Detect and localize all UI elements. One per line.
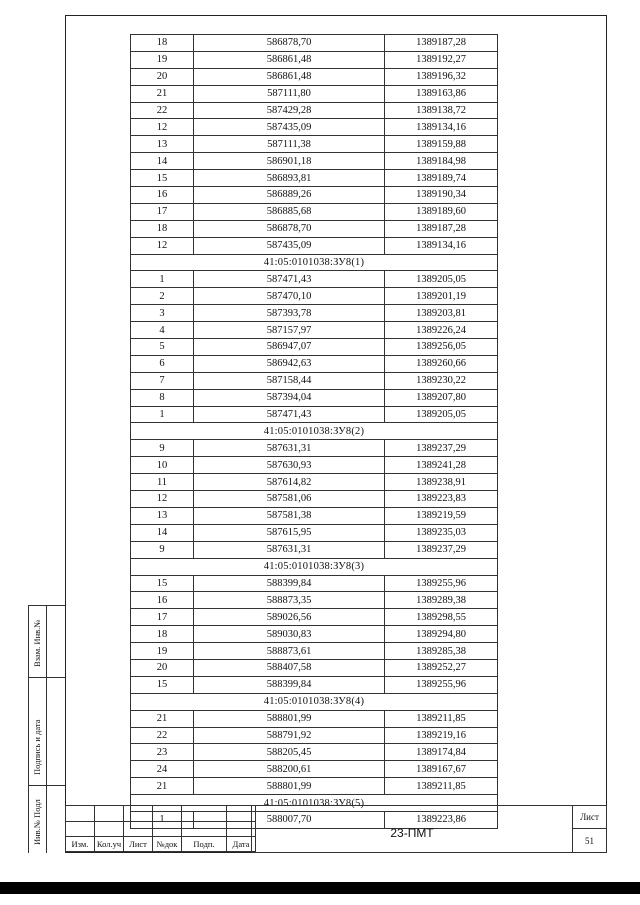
- x-coordinate: 588007,70: [194, 811, 385, 828]
- x-coordinate: 586889,26: [194, 187, 385, 204]
- parcel-id: 41:05:0101038:ЗУ8(5): [131, 795, 498, 812]
- y-coordinate: 1389211,85: [385, 778, 498, 795]
- point-number: 13: [131, 507, 194, 524]
- point-number: 12: [131, 237, 194, 254]
- parcel-id: 41:05:0101038:ЗУ8(2): [131, 423, 498, 440]
- x-coordinate: 587435,09: [194, 119, 385, 136]
- table-row: [131, 727, 498, 744]
- x-coordinate: 588791,92: [194, 727, 385, 744]
- point-number: 18: [131, 626, 194, 643]
- point-number: 14: [131, 524, 194, 541]
- x-coordinate: 588801,99: [194, 778, 385, 795]
- y-coordinate: 1389255,96: [385, 575, 498, 592]
- x-coordinate: 586947,07: [194, 339, 385, 356]
- point-number: 5: [131, 339, 194, 356]
- y-coordinate: 1389207,80: [385, 389, 498, 406]
- table-row: [131, 575, 498, 592]
- x-coordinate: 586878,70: [194, 35, 385, 52]
- side-border: [28, 605, 29, 853]
- x-coordinate: 587471,43: [194, 406, 385, 423]
- y-coordinate: 1389219,59: [385, 507, 498, 524]
- stamp-col-label: Дата: [227, 837, 256, 852]
- x-coordinate: 587158,44: [194, 372, 385, 389]
- section-header-row: [131, 558, 498, 575]
- section-header-row: [131, 254, 498, 271]
- side-stamp: [28, 605, 65, 853]
- y-coordinate: 1389196,32: [385, 68, 498, 85]
- point-number: 10: [131, 457, 194, 474]
- point-number: 12: [131, 119, 194, 136]
- point-number: 14: [131, 153, 194, 170]
- point-number: 23: [131, 744, 194, 761]
- point-number: 9: [131, 541, 194, 558]
- stamp-col-label: Подп.: [182, 837, 227, 852]
- x-coordinate: 587631,31: [194, 541, 385, 558]
- y-coordinate: 1389237,29: [385, 440, 498, 457]
- sheet-cell: [572, 805, 607, 853]
- point-number: 18: [131, 35, 194, 52]
- document-code-cell: [251, 805, 573, 853]
- table-row: [131, 35, 498, 52]
- parcel-id: 41:05:0101038:ЗУ8(1): [131, 254, 498, 271]
- table-row: [131, 541, 498, 558]
- point-number: 15: [131, 676, 194, 693]
- table-row: [131, 659, 498, 676]
- point-number: 19: [131, 51, 194, 68]
- parcel-id: 41:05:0101038:ЗУ8(4): [131, 693, 498, 710]
- point-number: 15: [131, 170, 194, 187]
- table-row: [131, 524, 498, 541]
- y-coordinate: 1389226,24: [385, 322, 498, 339]
- point-number: 16: [131, 187, 194, 204]
- point-number: 7: [131, 372, 194, 389]
- table-row: [131, 372, 498, 389]
- x-coordinate: 587614,82: [194, 474, 385, 491]
- side-cell-mid: [28, 677, 65, 678]
- point-number: 22: [131, 102, 194, 119]
- x-coordinate: 586885,68: [194, 203, 385, 220]
- table-row: [131, 51, 498, 68]
- table-row: [131, 153, 498, 170]
- point-number: 12: [131, 491, 194, 508]
- stamp-col-label: Кол.уч: [95, 837, 124, 852]
- y-coordinate: 1389235,03: [385, 524, 498, 541]
- x-coordinate: 586893,81: [194, 170, 385, 187]
- x-coordinate: 587471,43: [194, 271, 385, 288]
- x-coordinate: 587630,93: [194, 457, 385, 474]
- stamp-col-label: №док: [153, 837, 182, 852]
- point-number: 4: [131, 322, 194, 339]
- table-row: [131, 85, 498, 102]
- table-row: [131, 355, 498, 372]
- table-row: [131, 474, 498, 491]
- point-number: 20: [131, 68, 194, 85]
- table-row: [131, 626, 498, 643]
- x-coordinate: 588399,84: [194, 575, 385, 592]
- x-coordinate: 587157,97: [194, 322, 385, 339]
- table-row: [131, 440, 498, 457]
- point-number: 18: [131, 220, 194, 237]
- table-row: [131, 491, 498, 508]
- point-number: 17: [131, 203, 194, 220]
- x-coordinate: 587393,78: [194, 305, 385, 322]
- x-coordinate: 587581,38: [194, 507, 385, 524]
- title-block: [65, 805, 607, 853]
- section-header-row: [131, 693, 498, 710]
- table-row: [131, 339, 498, 356]
- x-coordinate: 588801,99: [194, 710, 385, 727]
- table-row: [131, 288, 498, 305]
- table-row: [131, 136, 498, 153]
- y-coordinate: 1389223,83: [385, 491, 498, 508]
- table-row: [131, 676, 498, 693]
- x-coordinate: 588399,84: [194, 676, 385, 693]
- table-row: [131, 203, 498, 220]
- y-coordinate: 1389167,67: [385, 761, 498, 778]
- table-row: [131, 220, 498, 237]
- y-coordinate: 1389211,85: [385, 710, 498, 727]
- y-coordinate: 1389134,16: [385, 119, 498, 136]
- point-number: 17: [131, 609, 194, 626]
- x-coordinate: 586901,18: [194, 153, 385, 170]
- point-number: 13: [131, 136, 194, 153]
- y-coordinate: 1389159,88: [385, 136, 498, 153]
- y-coordinate: 1389298,55: [385, 609, 498, 626]
- y-coordinate: 1389189,60: [385, 203, 498, 220]
- y-coordinate: 1389205,05: [385, 406, 498, 423]
- y-coordinate: 1389184,98: [385, 153, 498, 170]
- point-number: 11: [131, 474, 194, 491]
- table-row: [131, 170, 498, 187]
- y-coordinate: 1389289,38: [385, 592, 498, 609]
- y-coordinate: 1389294,80: [385, 626, 498, 643]
- table-row: [131, 187, 498, 204]
- y-coordinate: 1389134,16: [385, 237, 498, 254]
- table-row: [131, 643, 498, 660]
- y-coordinate: 1389238,91: [385, 474, 498, 491]
- x-coordinate: 586878,70: [194, 220, 385, 237]
- y-coordinate: 1389174,84: [385, 744, 498, 761]
- point-number: 21: [131, 710, 194, 727]
- signature-date-label: Подпись и дата: [32, 719, 42, 775]
- y-coordinate: 1389201,19: [385, 288, 498, 305]
- x-coordinate: 587631,31: [194, 440, 385, 457]
- point-number: 1: [131, 811, 194, 828]
- table-row: [131, 761, 498, 778]
- y-coordinate: 1389285,38: [385, 643, 498, 660]
- x-coordinate: 589030,83: [194, 626, 385, 643]
- x-coordinate: 587581,06: [194, 491, 385, 508]
- document-code: 23-ПМТ: [390, 826, 434, 840]
- table-row: [131, 457, 498, 474]
- point-number: 8: [131, 389, 194, 406]
- point-number: 16: [131, 592, 194, 609]
- x-coordinate: 587394,04: [194, 389, 385, 406]
- table-row: [131, 592, 498, 609]
- table-row: [131, 389, 498, 406]
- parcel-id: 41:05:0101038:ЗУ8(3): [131, 558, 498, 575]
- side-divider: [46, 605, 47, 853]
- y-coordinate: 1389138,72: [385, 102, 498, 119]
- table-row: [131, 305, 498, 322]
- table-row: [131, 102, 498, 119]
- y-coordinate: 1389190,34: [385, 187, 498, 204]
- stamp-col-label: Изм.: [66, 837, 95, 852]
- y-coordinate: 1389260,66: [385, 355, 498, 372]
- x-coordinate: 587111,38: [194, 136, 385, 153]
- x-coordinate: 588407,58: [194, 659, 385, 676]
- point-number: 22: [131, 727, 194, 744]
- table-row: [131, 778, 498, 795]
- x-coordinate: 588873,61: [194, 643, 385, 660]
- y-coordinate: 1389163,86: [385, 85, 498, 102]
- x-coordinate: 586861,48: [194, 51, 385, 68]
- table-row: [131, 744, 498, 761]
- x-coordinate: 588873,35: [194, 592, 385, 609]
- y-coordinate: 1389219,16: [385, 727, 498, 744]
- table-row: [131, 271, 498, 288]
- point-number: 6: [131, 355, 194, 372]
- x-coordinate: 589026,56: [194, 609, 385, 626]
- revision-table: [65, 805, 256, 852]
- point-number: 20: [131, 659, 194, 676]
- scan-bottom-bar: [0, 882, 640, 894]
- point-number: 19: [131, 643, 194, 660]
- point-number: 15: [131, 575, 194, 592]
- y-coordinate: 1389230,22: [385, 372, 498, 389]
- table-row: [131, 68, 498, 85]
- point-number: 9: [131, 440, 194, 457]
- table-row: [131, 322, 498, 339]
- replace-inv-label: Взам. Инв.№: [32, 619, 42, 667]
- y-coordinate: 1389241,28: [385, 457, 498, 474]
- y-coordinate: 1389223,86: [385, 811, 498, 828]
- table-row: [131, 406, 498, 423]
- point-number: 2: [131, 288, 194, 305]
- coordinates-table: [130, 34, 498, 829]
- x-coordinate: 587435,09: [194, 237, 385, 254]
- table-row: [131, 237, 498, 254]
- x-coordinate: 586861,48: [194, 68, 385, 85]
- x-coordinate: 587111,80: [194, 85, 385, 102]
- y-coordinate: 1389205,05: [385, 271, 498, 288]
- point-number: 21: [131, 85, 194, 102]
- point-number: 1: [131, 406, 194, 423]
- point-number: 3: [131, 305, 194, 322]
- y-coordinate: 1389187,28: [385, 35, 498, 52]
- x-coordinate: 586942,63: [194, 355, 385, 372]
- side-cell-low: [28, 785, 65, 786]
- y-coordinate: 1389252,27: [385, 659, 498, 676]
- point-number: 21: [131, 778, 194, 795]
- side-cell-top: [28, 605, 65, 606]
- point-number: 24: [131, 761, 194, 778]
- x-coordinate: 587429,28: [194, 102, 385, 119]
- y-coordinate: 1389203,81: [385, 305, 498, 322]
- y-coordinate: 1389256,05: [385, 339, 498, 356]
- x-coordinate: 588200,61: [194, 761, 385, 778]
- x-coordinate: 588205,45: [194, 744, 385, 761]
- table-row: [131, 119, 498, 136]
- section-header-row: [131, 423, 498, 440]
- x-coordinate: 587615,95: [194, 524, 385, 541]
- y-coordinate: 1389187,28: [385, 220, 498, 237]
- table-row: [131, 507, 498, 524]
- x-coordinate: 587470,10: [194, 288, 385, 305]
- table-row: [131, 710, 498, 727]
- table-row: [131, 609, 498, 626]
- y-coordinate: 1389237,29: [385, 541, 498, 558]
- y-coordinate: 1389255,96: [385, 676, 498, 693]
- inv-orig-label: Инв.№ Подл: [32, 799, 42, 845]
- point-number: 1: [131, 271, 194, 288]
- stamp-col-label: Лист: [124, 837, 153, 852]
- sheet-number: 51: [585, 836, 594, 846]
- y-coordinate: 1389189,74: [385, 170, 498, 187]
- sheet-label: Лист: [573, 806, 606, 829]
- y-coordinate: 1389192,27: [385, 51, 498, 68]
